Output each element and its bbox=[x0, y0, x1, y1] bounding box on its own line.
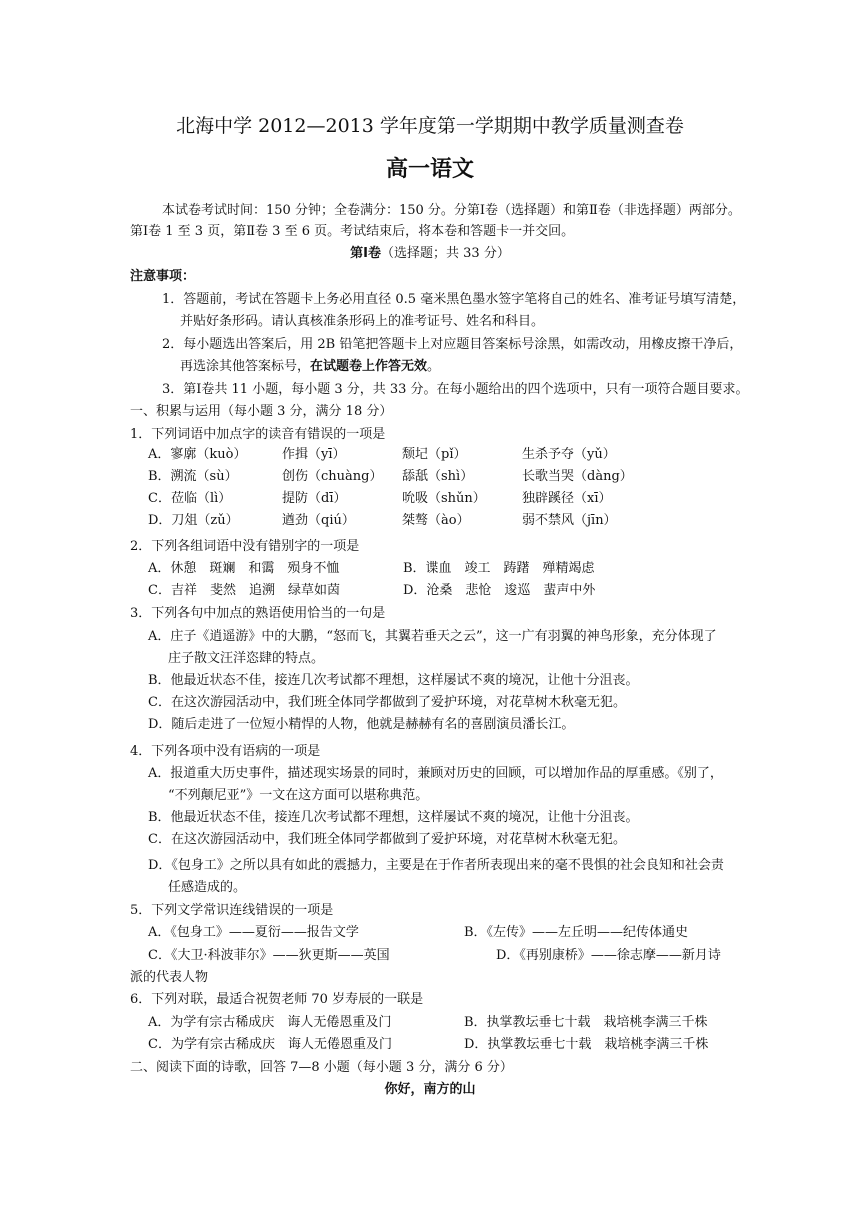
exam-title: 北海中学 2012—2013 学年度第一学期期中教学质量测查卷 bbox=[176, 115, 684, 137]
q3-option-c: C．在这次游园活动中，我们班全体同学都做到了爱护环境，对花草树木秋毫无犯。 bbox=[148, 695, 626, 710]
q5-stem: 5．下列文学常识连线错误的一项是 bbox=[130, 903, 334, 918]
section-heading bbox=[0, 244, 860, 264]
poem-title: 你好，南方的山 bbox=[384, 1082, 476, 1097]
q2-stem: 2．下列各组词语中没有错别字的一项是 bbox=[130, 539, 360, 554]
q1-option-cell: 舔舐（shì） bbox=[402, 469, 474, 484]
q3-option-a: A．庄子《逍遥游》中的大鹏，“怒而飞，其翼若垂天之云”，这一广有羽翼的神鸟形象，充分体现了 bbox=[148, 629, 717, 644]
q4-option-d-cont: 任感造成的。 bbox=[168, 880, 247, 895]
intro-line-1: 本试卷考试时间：150 分钟；全卷满分：150 分。分第Ⅰ卷（选择题）和第Ⅱ卷（非选择题）两部分。 bbox=[162, 203, 741, 218]
q4-option-a: A．报道重大历史事件，描述现实场景的同时，兼顾对历史的回顾，可以增加作品的厚重感。《别了， bbox=[148, 766, 723, 781]
q6-option-b: B．执掌教坛垂七十载 栽培桃李满三千株 bbox=[464, 1015, 708, 1030]
q1-stem: 1．下列词语中加点字的读音有错误的一项是 bbox=[130, 427, 386, 442]
q4-option-b: B．他最近状态不佳，接连几次考试都不理想，这样屡试不爽的境况，让他十分沮丧。 bbox=[148, 810, 639, 825]
q4-option-c: C．在这次游园活动中，我们班全体同学都做到了爱护环境，对花草树木秋毫无犯。 bbox=[148, 832, 626, 847]
q5-option-a: A．《包身工》——夏衍——报告文学 bbox=[148, 925, 359, 940]
q1-option-cell: 独辟蹊径（xī） bbox=[522, 491, 612, 506]
q1-option-cell: 颓圮（pǐ） bbox=[402, 447, 467, 462]
part1-heading: 一、积累与运用（每小题 3 分，满分 18 分） bbox=[130, 404, 393, 419]
q1-option-cell: C．莅临（lì） bbox=[148, 491, 232, 506]
notice-item-3: 3．第Ⅰ卷共 11 小题，每小题 3 分，共 33 分。在每小题给出的四个选项中，只有一项符合题目要求。 bbox=[162, 382, 749, 397]
q1-option-cell: 提防（dī） bbox=[282, 491, 347, 506]
q5-option-d-cont: 派的代表人物 bbox=[130, 970, 209, 985]
q5-option-c: C．《大卫·科波菲尔》——狄更斯——英国 bbox=[148, 948, 390, 963]
q1-option-cell: B．溯流（sù） bbox=[148, 469, 238, 484]
emphasis-text: 在试题卷上作答无效 bbox=[310, 359, 428, 374]
q6-stem: 6．下列对联，最适合祝贺老师 70 岁寿辰的一联是 bbox=[130, 992, 424, 1007]
notice-item-2-cont: 再选涂其他答案标号，在试题卷上作答无效。 bbox=[180, 359, 441, 374]
q1-option-cell: 弱不禁风（jīn） bbox=[522, 513, 617, 528]
q2-option: C．吉祥 斐然 追溯 绿草如茵 bbox=[148, 583, 340, 598]
notice-item-2: 2．每小题选出答案后，用 2B 铅笔把答题卡上对应题目答案标号涂黑，如需改动，用橡皮擦干净后， bbox=[162, 337, 743, 352]
q2-option: B．谍血 竣工 踌躇 殚精竭虑 bbox=[403, 561, 595, 576]
q1-option-cell: 生杀予夺（yǔ） bbox=[522, 447, 616, 462]
q6-option-d: D．执掌教坛垂七十载 栽培桃李满三千株 bbox=[464, 1037, 709, 1052]
q1-option-cell: 作揖（yī） bbox=[282, 447, 346, 462]
q3-option-d: D．随后走进了一位短小精悍的人物，他就是赫赫有名的喜剧演员潘长江。 bbox=[148, 717, 575, 732]
q1-option-cell: 创伤（chuàng） bbox=[282, 469, 383, 484]
subject-title: 高一语文 bbox=[385, 157, 474, 182]
q1-option-cell: 桀骜（ào） bbox=[402, 513, 470, 528]
q1-option-cell: 长歌当哭（dàng） bbox=[522, 469, 633, 484]
q1-option-cell: D．刀俎（zǔ） bbox=[148, 513, 239, 528]
q3-option-a-cont: 庄子散文汪洋恣肆的特点。 bbox=[168, 651, 325, 666]
notice-heading: 注意事项： bbox=[130, 269, 196, 284]
q3-option-b: B．他最近状态不佳，接连几次考试都不理想，这样屡试不爽的境况，让他十分沮丧。 bbox=[148, 673, 639, 688]
q3-stem: 3．下列各句中加点的熟语使用恰当的一句是 bbox=[130, 606, 386, 621]
q1-option-cell: A．寥廓（kuò） bbox=[148, 447, 247, 462]
q4-option-a-cont: “不列颠尼亚”》一文在这方面可以堪称典范。 bbox=[168, 788, 429, 803]
q1-option-cell: 遒劲（qiú） bbox=[282, 513, 355, 528]
notice-item-1: 1．答题前，考试在答题卡上务必用直径 0.5 毫米黑色墨水签字笔将自己的姓名、准考证号填写清楚， bbox=[162, 292, 746, 307]
section-note: （选择题；共 33 分） bbox=[381, 246, 510, 261]
q4-stem: 4．下列各项中没有语病的一项是 bbox=[130, 744, 321, 759]
q4-option-d: D．《包身工》之所以具有如此的震撼力，主要是在于作者所表现出来的毫不畏惧的社会良知和社会责 bbox=[148, 858, 724, 873]
q2-options bbox=[148, 558, 733, 602]
intro-line-2: 第Ⅰ卷 1 至 3 页，第Ⅱ卷 3 至 6 页。考试结束后，将本卷和答题卡一并交回。 bbox=[130, 224, 575, 239]
section-label: 第Ⅰ卷 bbox=[350, 246, 382, 261]
q5-option-d: D．《再别康桥》——徐志摩——新月诗 bbox=[496, 948, 721, 963]
q1-options bbox=[148, 444, 722, 532]
notice-item-1-cont: 并贴好条形码。请认真核准条形码上的准考证号、姓名和科目。 bbox=[180, 314, 545, 329]
q6-option-c: C．为学有宗古稀成庆 诲人无倦恩重及门 bbox=[148, 1037, 392, 1052]
part2-heading: 二、阅读下面的诗歌，回答 7—8 小题（每小题 3 分，满分 6 分） bbox=[130, 1060, 513, 1075]
q6-option-a: A．为学有宗古稀成庆 诲人无倦恩重及门 bbox=[148, 1015, 392, 1030]
q2-option: A．休憩 斑斓 和霭 殒身不恤 bbox=[148, 561, 340, 576]
q1-option-cell: 吮吸（shǔn） bbox=[402, 491, 486, 506]
q2-option: D．沧桑 悲怆 逡巡 蜚声中外 bbox=[403, 583, 596, 598]
q5-option-b: B．《左传》——左丘明——纪传体通史 bbox=[464, 925, 689, 940]
